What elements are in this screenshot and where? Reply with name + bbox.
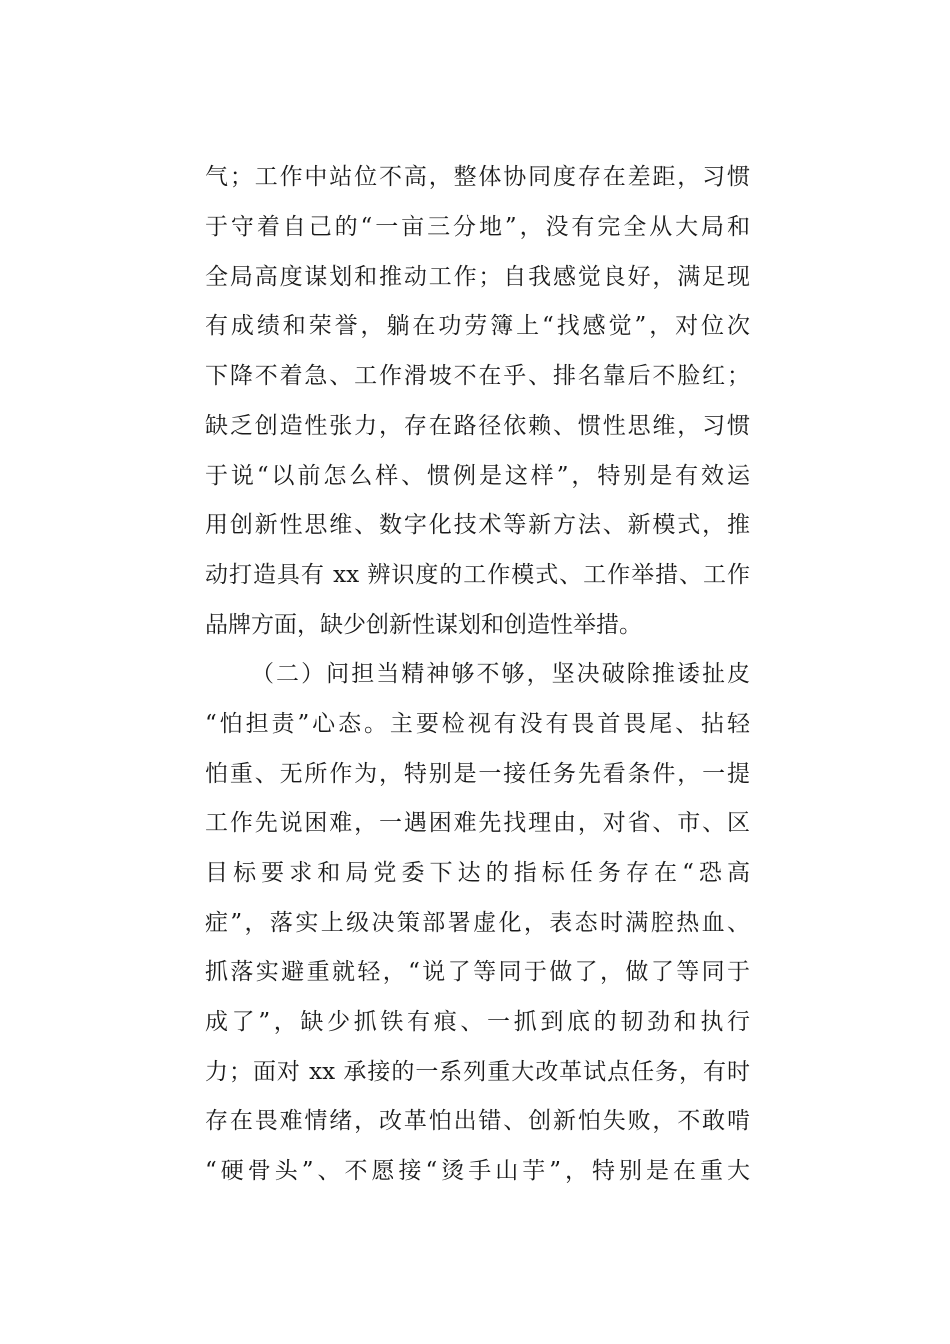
text-line: 抓落实避重就轻，“说了等同于做了，做了等同于: [205, 959, 750, 985]
text-line: 有成绩和荣誉，躺在功劳簿上“找感觉”，对位次: [205, 313, 750, 339]
text-line: 于守着自己的“一亩三分地”，没有完全从大局和: [205, 214, 750, 240]
text-line: 怕重、无所作为，特别是一接任务先看条件，一提: [205, 761, 750, 787]
text-line: 力；面对 xx 承接的一系列重大改革试点任务，有时: [205, 1059, 750, 1085]
text-line: 存在畏难情绪，改革怕出错、创新怕失败，不敢啃: [205, 1108, 750, 1134]
text-line: 缺乏创造性张力，存在路径依赖、惯性思维，习惯: [205, 413, 750, 439]
text-line: “怕担责”心态。主要检视有没有畏首畏尾、拈轻: [205, 711, 750, 737]
text-line: 动打造具有 xx 辨识度的工作模式、工作举措、工作: [205, 562, 750, 588]
text-line: 成了”，缺少抓铁有痕、一抓到底的韧劲和执行: [205, 1009, 750, 1035]
text-line: 全局高度谋划和推动工作；自我感觉良好，满足现: [205, 264, 750, 290]
paragraph-last-line: 品牌方面，缺少创新性谋划和创造性举措。: [205, 612, 642, 638]
section-heading-line: （二）问担当精神够不够，坚决破除推诿扯皮: [251, 661, 750, 687]
text-line: 于说“以前怎么样、惯例是这样”，特别是有效运: [205, 463, 750, 489]
text-line: 工作先说困难，一遇困难先找理由，对省、市、区: [205, 810, 750, 836]
text-line: 下降不着急、工作滑坡不在乎、排名靠后不脸红；: [205, 363, 750, 389]
text-line: “硬骨头”、不愿接“烫手山芋”，特别是在重大: [205, 1158, 750, 1184]
text-line: 目标要求和局党委下达的指标任务存在“恐高: [205, 860, 750, 886]
text-line: 用创新性思维、数字化技术等新方法、新模式，推: [205, 512, 750, 538]
text-line: 气；工作中站位不高，整体协同度存在差距，习惯: [205, 164, 750, 190]
text-line: 症”，落实上级决策部署虚化，表态时满腔热血、: [205, 910, 750, 936]
